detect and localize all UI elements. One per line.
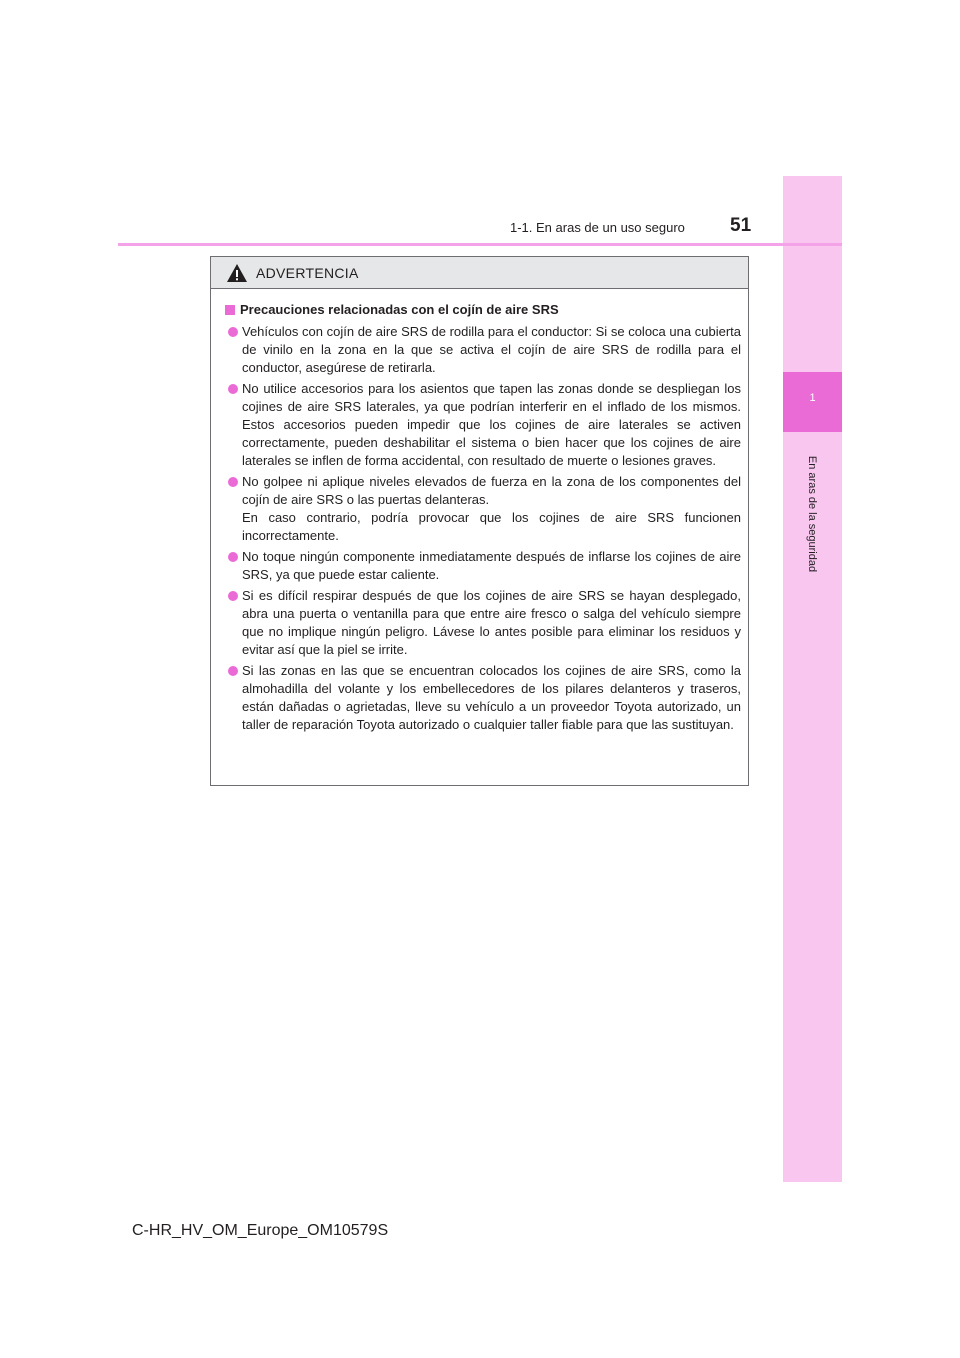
warning-box [210,256,749,786]
list-item-text: No golpee ni aplique niveles elevados de fuerza en la zona de los componentes del cojín de aire SRS o las puertas delanteras. [242,474,741,507]
circle-bullet-icon [228,591,238,601]
warning-triangle-icon [226,263,248,283]
page-number: 51 [730,215,752,236]
footer-doc-code: C-HR_HV_OM_Europe_OM10579S [132,1222,389,1239]
chapter-number: 1 [809,392,816,404]
list-item [225,473,741,545]
list-item-text: No toque ningún componente inmediatamente después de inflarse los cojines de aire SRS, ya que puede estar caliente. [242,549,741,582]
circle-bullet-icon [228,327,238,337]
list-item-text-continued: En caso contrario, podría provocar que los cojines de aire SRS funcionen incorrectamente. [242,510,741,543]
warning-body [211,289,748,734]
section-title: 1-1. En aras de un uso seguro [510,220,685,235]
list-item [225,323,741,377]
chapter-label: En aras de la seguridad [806,455,818,573]
square-bullet-icon [225,305,235,315]
circle-bullet-icon [228,384,238,394]
list-item-text: No utilice accesorios para los asientos que tapen las zonas donde se despliegan los cojines de aire SRS laterales, ya que podrían interferir en el inflado de los mismos. Estos accesorios pueden impedir que los cojines de aire laterales se activen correctamente, pueden deshabilitar el sistema o bien hacer que los cojines de aire laterales se inflen de forma accidental, con resultado de muerte o lesiones graves. [242,381,741,468]
warning-heading-text: Precauciones relacionadas con el cojín de aire SRS [240,302,559,317]
circle-bullet-icon [228,666,238,676]
list-item-text: Si las zonas en las que se encuentran colocados los cojines de aire SRS, como la almohadilla del volante y los embellecedores de los pilares delanteros y traseros, están dañadas o agrietadas, lleve su vehículo a un proveedor Toyota autorizado, un taller de reparación Toyota autorizado o cualquier taller fiable para que las sustituyan. [242,663,741,732]
list-item [225,380,741,470]
circle-bullet-icon [228,552,238,562]
list-item [225,548,741,584]
list-item-text: Vehículos con cojín de aire SRS de rodilla para el conductor: Si se coloca una cubierta de vinilo en la zona en la que se activa el cojín de aire SRS de rodilla para el conductor, asegúrese de retirarla. [242,324,741,375]
list-item [225,587,741,659]
warning-title: ADVERTENCIA [256,264,359,281]
list-item [225,662,741,734]
chapter-side-tab [783,176,842,1182]
warning-header [211,257,748,289]
list-item-text: Si es difícil respirar después de que los cojines de aire SRS se hayan desplegado, abra una puerta o ventanilla para que entre aire fresco o salga del vehículo siempre que no implique ningún peligro. Lávese lo antes posible para eliminar los residuos y evitar así que la piel se irrite. [242,588,741,657]
header-rule [118,243,842,246]
circle-bullet-icon [228,477,238,487]
warning-heading [225,301,741,319]
